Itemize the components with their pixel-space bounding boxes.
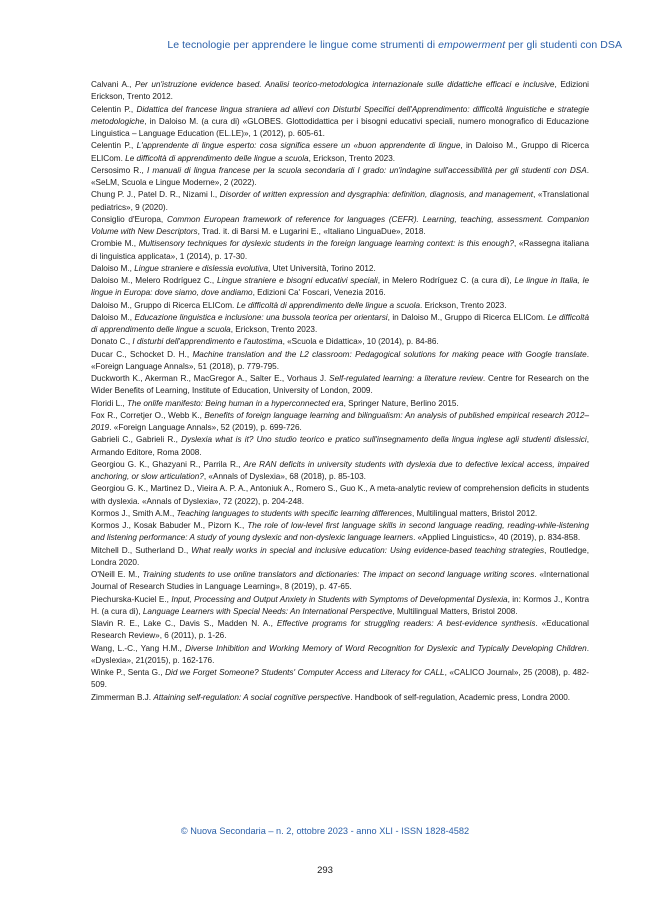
entry-title: Language Learners with Special Needs: An International Perspective [142,606,393,616]
entry-title: Lingue straniere e bisogni educativi speciali [217,276,378,285]
entry-text: , Edizioni Erickson, Trento 2012. [91,80,589,102]
entry-title: Diverse Inhibition and Working Memory of Word Recognition for Dyslexic and Typically Developing Children [185,643,587,653]
entry-title: Dyslexia what is it? Uno studio teorico e pratico sull'insegnamento della lingua inglese agli studenti dislessici [181,435,587,445]
entry-text: , «Annals of Dyslexia», 68 (2018), p. 85-103. [203,472,366,481]
entry-text: , in Daloiso M., Gruppo di Ricerca ELICom. [387,312,548,322]
entry-text: Kormos J., Kosak Babuder M., Pizorn K., [91,521,248,530]
entry-text: , Springer Nature, Berlino 2015. [343,398,459,408]
entry-title: L'apprendente di lingue esperto: cosa significa essere un «buon apprendente di lingue [136,141,461,151]
entry-text: , Armando Editore, Roma 2008. [91,435,589,457]
entry-text: Daloiso M., [91,312,135,322]
entry-text: , in Daloiso M., Gruppo di Ricerca ELICom. [91,141,589,163]
entry-title: Training students to use online translators and dictionaries: The impact on second language writing scores [142,570,535,579]
entry-title: I manuali di lingua francese per la scuola secondaria di I grado: un'indagine sull'accessibilità per gli studenti con DSA [146,165,587,175]
entry-title: Machine translation and the L2 classroom: Pedagogical solutions for making peace with Google translate [192,349,587,359]
bibliography-entry [91,643,589,668]
entry-title: The onlife manifesto: Being human in a hyperconnected era [126,398,344,408]
entry-title: The role of low-level first language skills in second language reading, reading-while-listening and listening performance: A study of young dyslexic and non-dyslexic language learners [91,521,590,543]
header-title-italic: empowerment [438,39,506,51]
entry-text: , Erickson, Trento 2023. [230,325,318,334]
entry-text: Ducar C., Schocket D. H., [91,349,193,359]
bibliography-entry [91,545,589,570]
bibliography-entry [91,238,589,263]
entry-text: . «Dyslexia», 21(2015), p. 162-176. [91,643,589,665]
entry-title: Did we Forget Someone? Students' Computer Access and Literacy for CALL [165,668,445,677]
header-title-end: per gli studenti con DSA [505,39,622,51]
journal-footer: © Nuova Secondaria – n. 2, ottobre 2023 - anno XLI - ISSN 1828-4582 [180,826,470,836]
bibliography-entry [91,520,589,545]
bibliography-entry [91,300,589,312]
entry-text: , «Rassegna italiana di linguistica applicata», 1 (2014), p. 17-30. [91,239,589,261]
bibliography-entry [91,165,589,190]
entry-text: Consiglio d'Europa, [91,214,167,224]
entry-text: , Multilingual Matters, Bristol 2008. [392,606,518,616]
entry-text: Crombie M., [91,239,139,249]
entry-text: Celentin P., [91,141,137,151]
entry-text: Wang, L.-C., Yang H.M., [91,643,186,653]
entry-text: , «CALICO Journal», 25 (2008), p. 482-509. [91,668,590,690]
entry-title: Multisensory techniques for dyslexic students in the foreign language learning context: is this enough? [138,239,514,249]
entry-title: Attaining self-regulation: A social cognitive perspective [153,692,351,702]
bibliography-entry [91,508,589,520]
entry-text: , «Scuola e Didattica», 10 (2014), p. 84-86. [282,337,439,347]
bibliography-entry [91,275,589,300]
page-number: 293 [317,865,333,876]
entry-text: . Erickson, Trento 2023. [420,300,507,310]
entry-title: Effective programs for struggling readers: A best-evidence synthesis [276,619,536,628]
entry-text: Zimmerman B.J. [91,692,154,702]
entry-text: Kormos J., Smith A.M., [91,508,177,518]
bibliography-entry [91,692,589,704]
bibliography-entry [91,594,589,619]
entry-text: , Routledge, Londra 2020. [91,545,589,567]
entry-title: Educazione linguistica e inclusione: una bussola teorica per orientarsi [134,312,388,322]
entry-text: Piechurska-Kuciel E., [91,594,172,604]
entry-text: Daloiso M., Gruppo di Ricerca ELICom. [91,300,237,310]
bibliography-entry [91,398,589,410]
entry-text: Gabrieli C., Gabrieli R., [91,435,182,445]
entry-title: Per un'istruzione evidence based. Analisi teorico-metodologica internazionale sulle didattiche efficaci e inclusive [135,80,555,89]
entry-text: Duckworth K., Akerman R., MacGregor A., Salter E., Vorhaus J. [91,374,330,383]
entry-title: Input, Processing and Output Anxiety in Students with Symptoms of Developmental Dyslexia [171,594,508,604]
entry-text: Daloiso M., Melero Rodríguez C., [91,276,218,285]
bibliography-entry [91,483,589,508]
bibliography-entry [91,104,589,141]
entry-text: , in Daloiso M. (a cura di) «GLOBES. Glottodidattica per i bisogni educativi speciali, numero monografico di Educazione Linguistica – Language Education (EL.LE)», 1 (2012), p. 605-61. [91,116,589,138]
entry-text: . «International Journal of Research Studies in Language Learning», 8 (2019), p. 47-65. [91,570,589,592]
bibliography-entry [91,189,589,214]
bibliography-entry [91,434,589,459]
entry-text: . «Foreign Language Annals», 51 (2018), p. 779-795. [91,349,589,371]
entry-text: , in: Kormos J., Kontra H. (a cura di), [91,594,589,616]
entry-text: , Erickson, Trento 2023. [308,153,396,163]
entry-text: . «Foreign Language Annals», 52 (2019), p. 699-726. [109,423,302,432]
entry-text: Georgiou G. K., Martinez D., Vieira A. P. A., Antoniuk A., Romero S., Guo K., A meta-analytic review of comprehension deficits in students with dyslexia. «Annals of Dyslexia», 72 (2022), p. 204-248. [91,484,589,506]
entry-title: Le lingue in Italia, le lingue in Europa: dove siamo, dove andiamo [91,276,589,298]
entry-text: , «Translational pediatrics», 9 (2020). [91,190,589,212]
entry-title: Self-regulated learning: a literature review [329,374,483,383]
bibliography-entry [91,569,589,594]
entry-title: What really works in special and inclusive education: Using evidence-based teaching strategies [191,545,545,555]
entry-text: , in Melero Rodríguez C. (a cura di), [377,276,515,285]
entry-title: Le difficoltà di apprendimento delle lingue a scuola [125,153,309,163]
entry-text: , Utet Università, Torino 2012. [268,263,376,273]
bibliography-list [91,79,589,704]
bibliography-entry [91,667,589,692]
entry-text: Calvani A., [91,80,136,89]
entry-text: Daloiso M., [91,263,135,273]
entry-title: Benefits of foreign language learning and bilingualism: An analysis of published empirical research 2012–2019 [91,410,589,432]
entry-title: Le difficoltà di apprendimento delle lingue a scuola [91,312,589,334]
bibliography-entry [91,79,589,104]
entry-title: Didattica del francese lingua straniera ad allievi con Disturbi Specifici dell'Apprendimento: difficoltà linguistiche e strategie metodologiche [91,104,590,126]
bibliography-entry [91,410,589,435]
bibliography-entry [91,349,589,374]
entry-text: Floridi L., [91,398,127,408]
entry-text: . Handbook of self-regulation, Academic press, Londra 2000. [350,692,571,702]
header-title-start: Le tecnologie per apprendere le lingue come strumenti di [167,39,439,51]
entry-text: , Trad. it. di Barsi M. e Lugarini E., «Italiano LinguaDue», 2018. [197,227,426,236]
entry-title: Lingue straniere e dislessia evolutiva [134,263,269,273]
entry-text: . Centre for Research on the Wider Benefits of Learning, Institute of Education, University of London, 2009. [91,374,589,396]
entry-text: Georgiou G. K., Ghazyani R., Parrila R., [91,459,244,469]
bibliography-entry [91,373,589,398]
entry-title: Common European framework of reference for languages (CEFR). Learning, teaching, assessment. Companion Volume with New Descriptors [91,214,589,236]
entry-text: . «Educational Research Review», 6 (2011), p. 1-26. [91,619,590,641]
bibliography-entry [91,214,589,239]
entry-title: I disturbi dell'apprendimento e l'autostima [132,337,283,347]
entry-text: Fox R., Corretjer O., Webb K., [91,410,205,420]
entry-title: Le difficoltà di apprendimento delle lingue a scuola [236,300,421,310]
entry-text: . «SeLM, Scuola e Lingue Moderne», 2 (2022). [91,165,589,187]
entry-text: Cersosimo R., [91,165,147,175]
bibliography-entry [91,140,589,165]
entry-text: Mitchell D., Sutherland D., [91,545,192,555]
entry-title: Are RAN deficits in university students with dyslexia due to defective lexical access, impaired anchoring, or slow articulation? [91,459,590,481]
running-header [0,39,622,51]
entry-title: Teaching languages to students with specific learning differences [176,508,413,518]
entry-text: O'Neill E. M., [91,570,143,579]
entry-text: , Multilingual matters, Bristol 2012. [412,508,538,518]
entry-text: . «Applied Linguistics», 40 (2019), p. 834-858. [413,533,581,543]
bibliography-entry [91,336,589,348]
entry-text: Slavin R. E., Lake C., Davis S., Madden N. A., [91,619,277,628]
bibliography-entry [91,263,589,275]
entry-text: Winke P., Senta G., [91,668,166,677]
entry-title: Disorder of written expression and dysgraphia: definition, diagnosis, and management [219,190,534,200]
bibliography-entry [91,618,589,643]
entry-text: , Edizioni Ca' Foscari, Venezia 2016. [252,288,386,298]
entry-text: Donato C., [91,337,133,347]
bibliography-entry [91,459,589,484]
entry-text: Celentin P., [91,104,137,114]
bibliography-entry [91,312,589,337]
entry-text: Chung P. J., Patel D. R., Nizami I., [91,190,220,200]
